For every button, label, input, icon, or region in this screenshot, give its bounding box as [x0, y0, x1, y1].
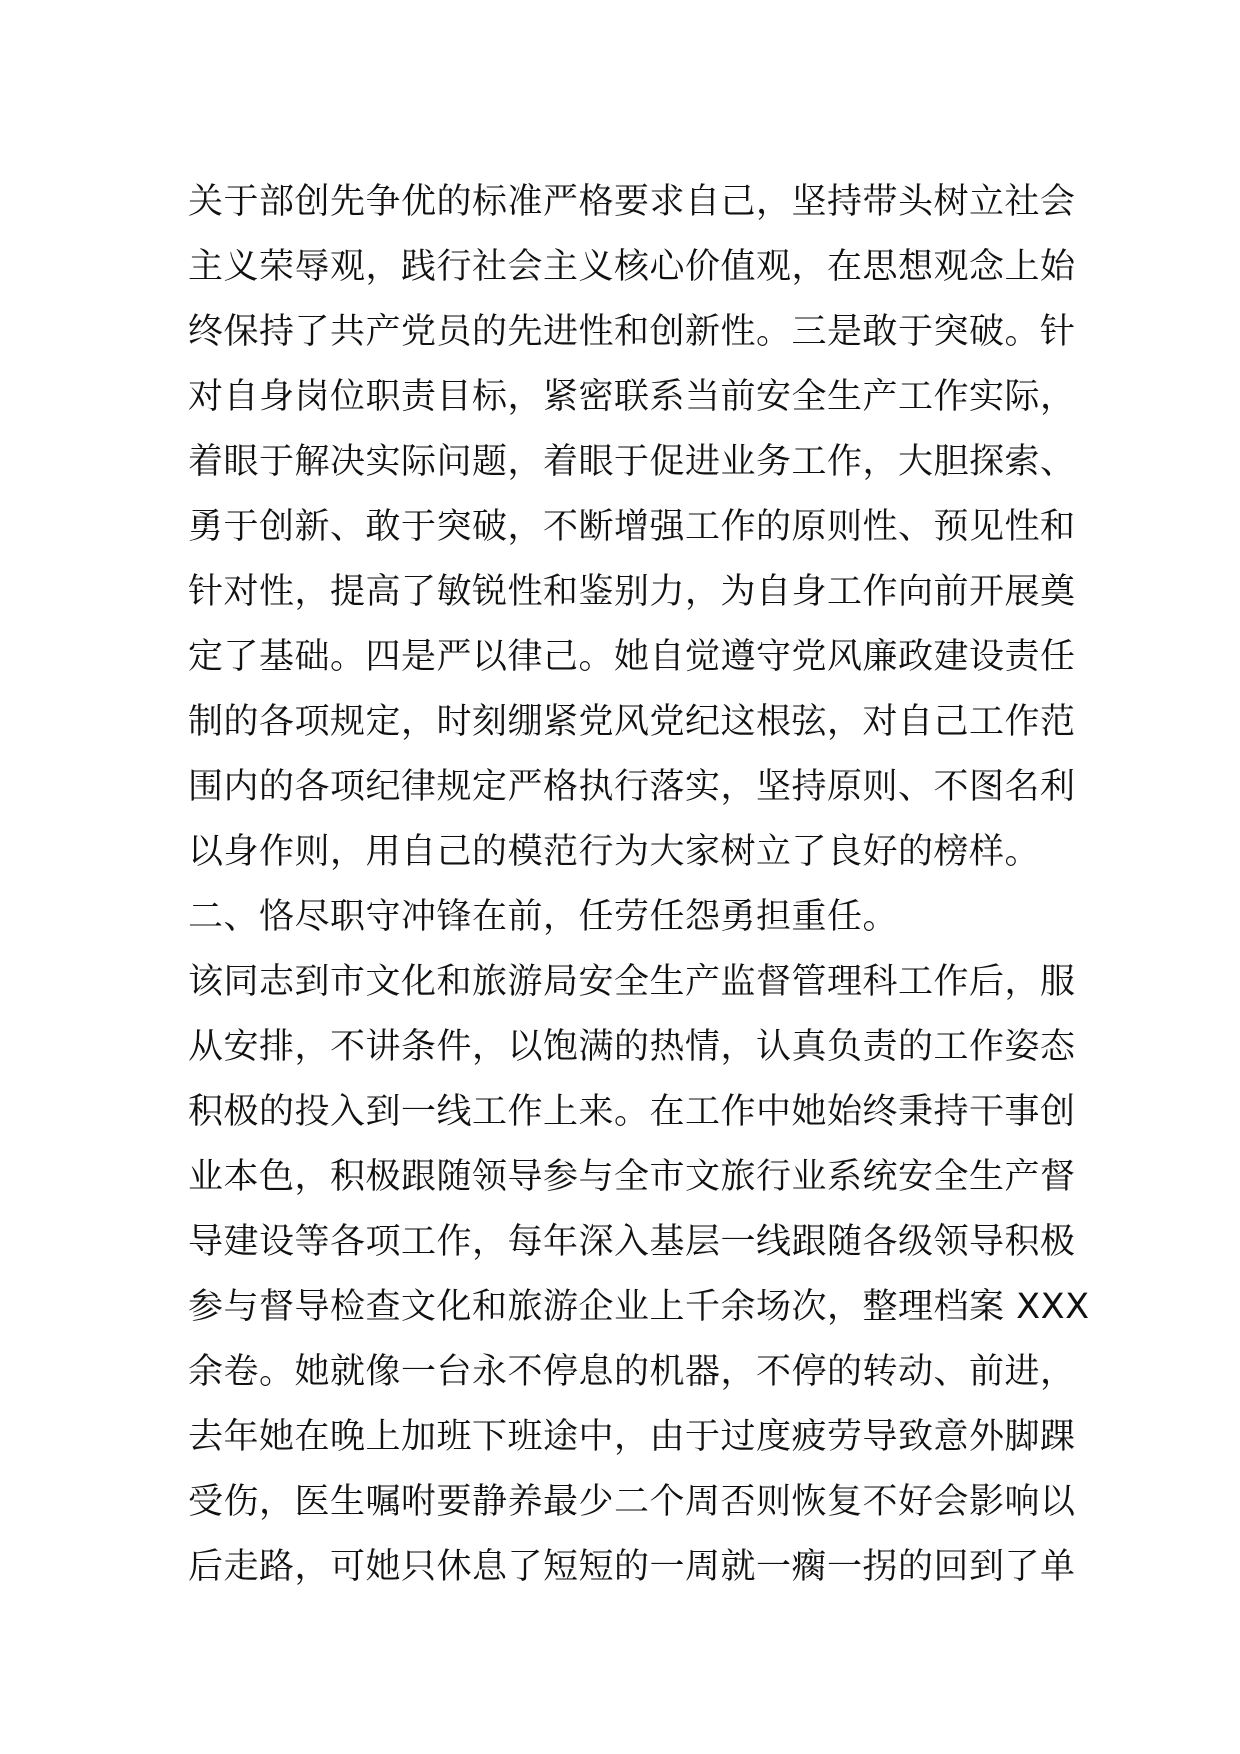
- text-line: 积极的投入到一线工作上来。在工作中她始终秉持干事创: [188, 1092, 1076, 1132]
- text-line: 终保持了共产党员的先进性和创新性。三是敢于突破。针: [188, 312, 1076, 352]
- text-line: 去年她在晚上加班下班途中，由于过度疲劳导致意外脚踝: [188, 1417, 1076, 1457]
- text-line: 制的各项规定，时刻绷紧党风党纪这根弦，对自己工作范: [188, 702, 1076, 742]
- text-line: 从安排，不讲条件，以饱满的热情，认真负责的工作姿态: [188, 1027, 1076, 1067]
- text-line: 余卷。她就像一台永不停息的机器，不停的转动、前进，: [188, 1352, 1076, 1392]
- text-line: 导建设等各项工作，每年深入基层一线跟随各级领导积极: [188, 1222, 1076, 1262]
- text-line: 勇于创新、敢于突破，不断增强工作的原则性、预见性和: [188, 507, 1076, 547]
- text-line: 围内的各项纪律规定严格执行落实，坚持原则、不图名利: [188, 767, 1076, 807]
- text-line: 参与督导检查文化和旅游企业上千余场次，整理档案 XXX: [188, 1287, 1090, 1327]
- text-line: 业本色，积极跟随领导参与全市文旅行业系统安全生产督: [188, 1157, 1076, 1197]
- text-line: 受伤，医生嘱咐要静养最少二个周否则恢复不好会影响以: [188, 1482, 1076, 1522]
- text-line: 后走路，可她只休息了短短的一周就一瘸一拐的回到了单: [188, 1547, 1076, 1587]
- text-line: 针对性，提高了敏锐性和鉴别力，为自身工作向前开展奠: [188, 572, 1076, 612]
- section-heading: 二、恪尽职守冲锋在前，任劳任怨勇担重任。: [188, 897, 899, 937]
- text-line: 以身作则，用自己的模范行为大家树立了良好的榜样。: [188, 832, 1041, 872]
- text-line: 关于部创先争优的标准严格要求自己，坚持带头树立社会: [188, 182, 1076, 222]
- body-text: [188, 170, 1090, 1600]
- text-line: 对自身岗位职责目标，紧密联系当前安全生产工作实际，: [188, 377, 1076, 417]
- text-line: 主义荣辱观，践行社会主义核心价值观，在思想观念上始: [188, 247, 1076, 287]
- text-line: 该同志到市文化和旅游局安全生产监督管理科工作后，服: [188, 962, 1076, 1002]
- text-line: 着眼于解决实际问题，着眼于促进业务工作，大胆探索、: [188, 442, 1076, 482]
- text-line: 定了基础。四是严以律己。她自觉遵守党风廉政建设责任: [188, 637, 1076, 677]
